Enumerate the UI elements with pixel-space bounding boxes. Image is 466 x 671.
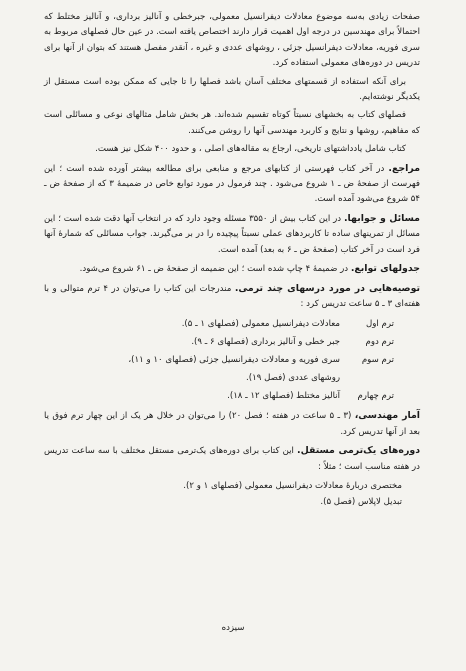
term-content: جبر خطی و آنالیز برداری (فصلهای ۶ ـ ۹).: [191, 337, 340, 348]
statistics-text: (۳ ـ ۵ ساعت در هفته ؛ فصل ۲۰) را می‌توان در خلال هر یک از این چهار ترم فوق یا بعد از آنها تدریس کرد.: [44, 411, 420, 437]
multi-term-paragraph: [44, 281, 420, 313]
term-content: معادلات دیفرانسیل معمولی (فصلهای ۱ ـ ۵).: [181, 319, 340, 330]
tables-text: در ضمیمهٔ ۴ چاپ شده است ؛ این ضمیمه از صفحهٔ ض ـ ۶۱ شروع می‌شود.: [79, 264, 349, 275]
course-content: مختصری دربارهٔ معادلات دیفرانسیل معمولی (فصلهای ۱ و ۲).: [183, 480, 402, 491]
independence-paragraph: برای آنکه استفاده از قسمتهای مختلف آسان باشد فصلها را تا جایی که ممکن بوده است مستقل از یکدیگر نوشته‌ایم.: [44, 76, 420, 103]
term-content: روشهای عددی (فصل ۱۹).: [246, 373, 340, 384]
tables-paragraph: [44, 261, 420, 277]
references-text: در آخر کتاب فهرستی از کتابهای مرجع و منابعی برای مطالعه بیشتر آورده شده است ؛ این فهرست از صفحهٔ ض ـ ۱ شروع می‌شود . چند فرمول در مورد توابع خاص در ضمیمهٔ ۳ که از صفحهٔ ض ـ ۵۴ شروع می‌شود آمده است.: [44, 163, 420, 205]
tables-label: جدولهای توابع.: [350, 263, 420, 275]
list-item: [44, 387, 394, 405]
statistics-label: آمار مهندسی،: [354, 410, 421, 422]
problems-text: در این کتاب بیش از ۳۵۵۰ مسئله وجود دارد که در انتخاب آنها دقت شده است ؛ این مسائل از تمرینهای ساده تا کاربردهای عملی نسبتاً پیچیده را در بر می‌گیرند. جواب مسائلی که شمارهٔ آنها فرد است در آخر کتاب (صفحهٔ ض ـ ۶ به بعد) آمده است.: [44, 213, 420, 255]
course-content: تبدیل لاپلاس (فصل ۵).: [320, 496, 402, 507]
sections-paragraph: فصلهای کتاب به بخشهای نسبتاً کوتاه تقسیم شده‌اند. هر بخش شامل مثالهای نوعی و مسائلی است که مفاهیم، روشها و نتایج و کاربرد مهندسی آنها را روشن می‌کنند.: [44, 110, 420, 136]
multi-term-text: مندرجات این کتاب را می‌توان در ۴ ترم متوالی و با هفته‌ای ۳ ـ ۵ ساعت تدریس کرد :: [44, 283, 420, 309]
list-item: [44, 315, 394, 333]
list-item: [44, 478, 402, 494]
historical-notes-paragraph: کتاب شامل یادداشتهای تاریخی، ارجاع به مقاله‌های اصلی ، و حدود ۴۰۰ شکل نیز هست.: [95, 144, 406, 155]
single-term-label: دوره‌های یک‌ترمی مستقل.: [297, 445, 421, 457]
term-label: ترم دوم: [365, 337, 394, 348]
term-schedule-list: [44, 315, 420, 405]
course-list: [44, 478, 420, 510]
references-label: مراجع.: [388, 162, 420, 174]
term-content: سری فوریه و معادلات دیفرانسیل جزئی (فصلهای ۱۰ و ۱۱)،: [128, 355, 340, 366]
multi-term-label: توصیه‌هایی در مورد درسهای چند ترمی.: [234, 282, 421, 294]
statistics-paragraph: [44, 408, 420, 440]
list-item: [44, 369, 394, 387]
page-number: سیزده: [221, 623, 245, 633]
problems-paragraph: [44, 211, 420, 258]
single-term-paragraph: [44, 443, 420, 475]
references-paragraph: [44, 161, 420, 208]
list-item: [44, 351, 394, 369]
term-label: ترم اول: [366, 319, 394, 330]
term-label: ترم سوم: [361, 355, 394, 366]
list-item: [44, 494, 402, 510]
term-label: ترم چهارم: [357, 391, 394, 402]
problems-label: مسائل و جوابها.: [343, 212, 420, 224]
intro-paragraph: صفحات زیادی به‌سه موضوع معادلات دیفرانسیل معمولی، جبرخطی و آنالیز برداری، و آنالیز مختلط که احتمالاً برای مهندسین در درجه اول اهمیت قرار دارند اختصاص یافته است. در عین حال فصلهای مربوط به سری فوریه، معادلات دیفرانسیل جزئی ، روشهای عددی و غیره ، آنقدر مفصل هستند که بتوان از آنها برای تدریس در دوره‌های معمولی استفاده کرد.: [44, 12, 420, 69]
term-content: آنالیز مختلط (فصلهای ۱۲ ـ ۱۸).: [227, 391, 340, 402]
list-item: [44, 333, 394, 351]
single-term-text: این کتاب برای دوره‌های یک‌ترمی مستقل مختلف با سه ساعت تدریس در هفته مناسب است ؛ مثلاً :: [44, 446, 420, 472]
